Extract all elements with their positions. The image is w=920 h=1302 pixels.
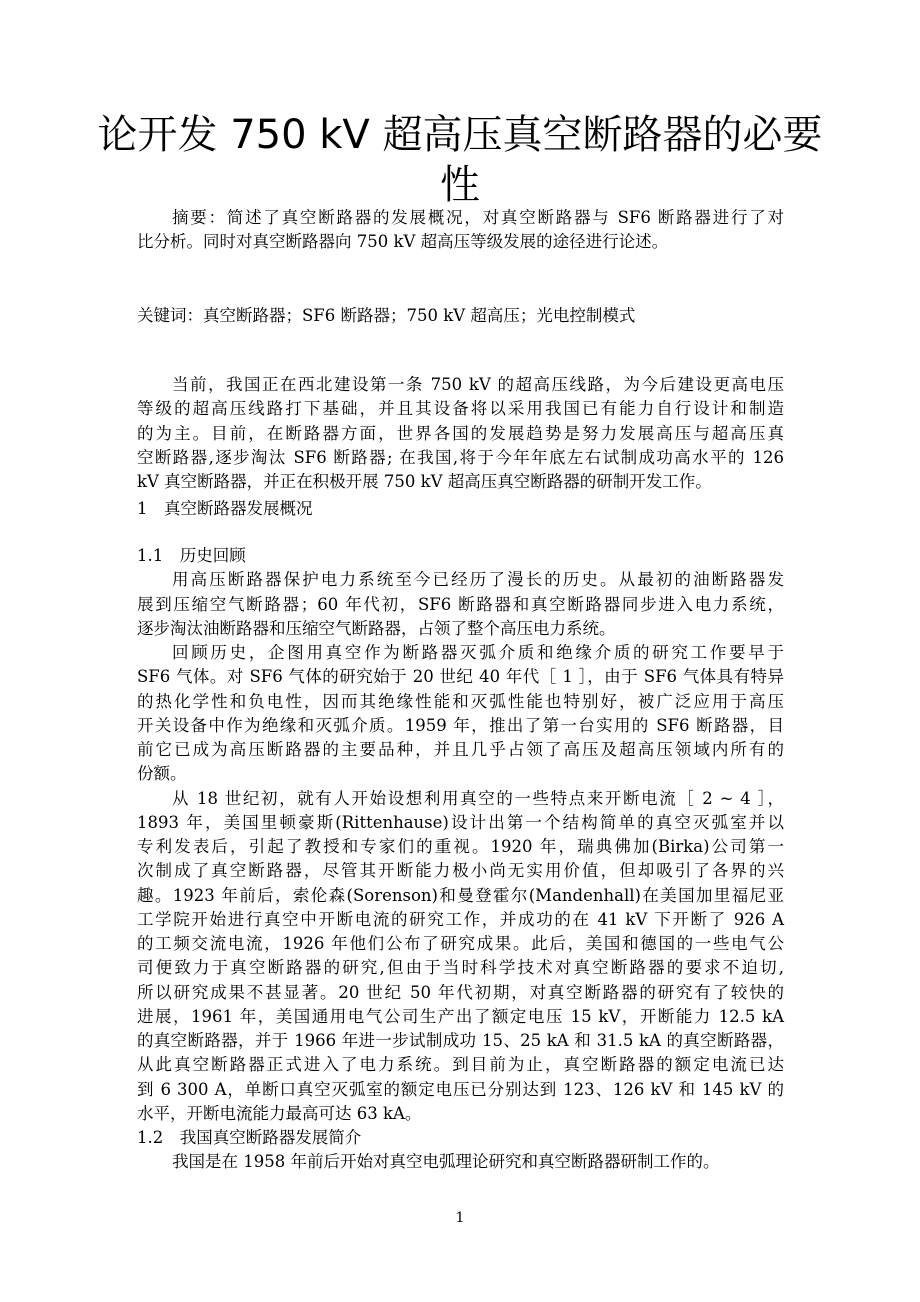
text-line: 所以研究成果不甚显著。20 世纪 50 年代初期，对真空断路器的研究有了较快的 <box>137 982 784 1002</box>
text-line: 从此真空断路器正式进入了电力系统。到目前为止，真空断路器的额定电流已达 <box>137 1055 784 1075</box>
text-line: 的为主。目前，在断路器方面，世界各国的发展趋势是努力发展高压与超高压真 <box>137 423 784 443</box>
text-line: 从 18 世纪初，就有人开始设想利用真空的一些特点来开断电流［ 2 ~ 4 ］， <box>172 788 784 808</box>
text-line: 份额。 <box>137 764 187 784</box>
text-line: 水平，开断电流能力最高可达 63 kA。 <box>137 1103 422 1123</box>
text-line: 1893 年，美国里顿豪斯(Rittenhause)设计出第一个结构简单的真空灭弧室并以 <box>137 812 784 832</box>
text-line: 当前，我国正在西北建设第一条 750 kV 的超高压线路，为今后建设更高电压 <box>172 375 784 394</box>
text-line: 摘要：简述了真空断路器的发展概况，对真空断路器与 SF6 断路器进行了对 <box>172 208 784 227</box>
text-line: 次制成了真空断路器，尽管其开断能力极小尚无实用价值，但却吸引了各界的兴 <box>137 861 784 881</box>
text-line: 工学院开始进行真空中开断电流的研究工作，并成功的在 41 kV 下开断了 926 A <box>137 909 784 929</box>
text-line: 的热化学性和负电性，因而其绝缘性能和灭弧性能也特别好，被广泛应用于高压 <box>137 691 784 711</box>
text-line: 空断路器,逐步淘汰 SF6 断路器; 在我国,将于今年年底左右试制成功高水平的 126 <box>137 447 784 467</box>
text-line: 进展，1961 年，美国通用电气公司生产出了额定电压 15 kV，开断能力 12.5 kA <box>137 1006 784 1026</box>
text-line: 趣。1923 年前后，索伦森(Sorenson)和曼登霍尔(Mandenhall)在美国加里福尼亚 <box>137 885 784 905</box>
text-line: 关键词：真空断路器；SF6 断路器；750 kV 超高压；光电控制模式 <box>137 306 636 325</box>
body-text <box>137 544 784 1175</box>
text-line: 逐步淘汰油断路器和压缩空气断路器，占领了整个高压电力系统。 <box>137 618 616 638</box>
text-line: 前它已成为高压断路器的主要品种，并且几乎占领了高压及超高压领域内所有的 <box>137 740 784 759</box>
section-heading-1 <box>137 497 784 521</box>
text-line: 司便致力于真空断路器的研究,但由于当时科学技术对真空断路器的要求不迫切, <box>137 958 784 978</box>
text-line: 开关设备中作为绝缘和灭弧介质。1959 年，推出了第一台实用的 SF6 断路器，目 <box>137 715 784 735</box>
document-title-line2: 性 <box>440 162 480 208</box>
text-line: 的真空断路器，并于 1966 年进一步试制成功 15、25 kA 和 31.5 kA 的真空断路器， <box>137 1031 784 1050</box>
text-line: 1.2 我国真空断路器发展简介 <box>137 1128 362 1147</box>
intro-paragraph <box>137 373 784 494</box>
text-line: 等级的超高压线路打下基础，并且其设备将以采用我国已有能力自行设计和制造 <box>137 399 784 419</box>
text-line: 1 真空断路器发展概况 <box>137 499 313 518</box>
text-line: 1.1 历史回顾 <box>137 546 246 565</box>
text-line: 展到压缩空气断路器；60 年代初，SF6 断路器和真空断路器同步进入电力系统， <box>137 594 784 614</box>
text-line: 比分析。同时对真空断路器向 750 kV 超高压等级发展的途径进行论述。 <box>137 232 669 252</box>
page-number: 1 <box>455 1210 465 1226</box>
text-line: 到 6 300 A，单断口真空灭弧室的额定电压已分别达到 123、126 kV 和 145 kV 的 <box>137 1079 784 1099</box>
text-line: 回顾历史，企图用真空作为断路器灭弧介质和绝缘介质的研究工作要早于 <box>172 643 784 662</box>
text-line: 专利发表后，引起了教授和专家们的重视。1920 年，瑞典佛加(Birka)公司第一 <box>137 837 784 856</box>
text-line: 我国是在 1958 年前后开始对真空电弧理论研究和真空断路器研制工作的。 <box>172 1152 720 1172</box>
abstract <box>137 206 784 255</box>
text-line: 的工频交流电流，1926 年他们公布了研究成果。此后，美国和德国的一些电气公 <box>137 934 784 953</box>
document-title-line1: 论开发 750 kV 超高压真空断路器的必要 <box>97 112 823 158</box>
text-line: kV 真空断路器，并正在积极开展 750 kV 超高压真空断路器的研制开发工作。 <box>137 472 712 491</box>
keywords <box>137 304 784 328</box>
text-line: 用高压断路器保护电力系统至今已经历了漫长的历史。从最初的油断路器发 <box>172 570 784 590</box>
text-line: SF6 气体。对 SF6 气体的研究始于 20 世纪 40 年代［ 1 ］，由于 SF6 气体具有特异 <box>137 667 784 687</box>
